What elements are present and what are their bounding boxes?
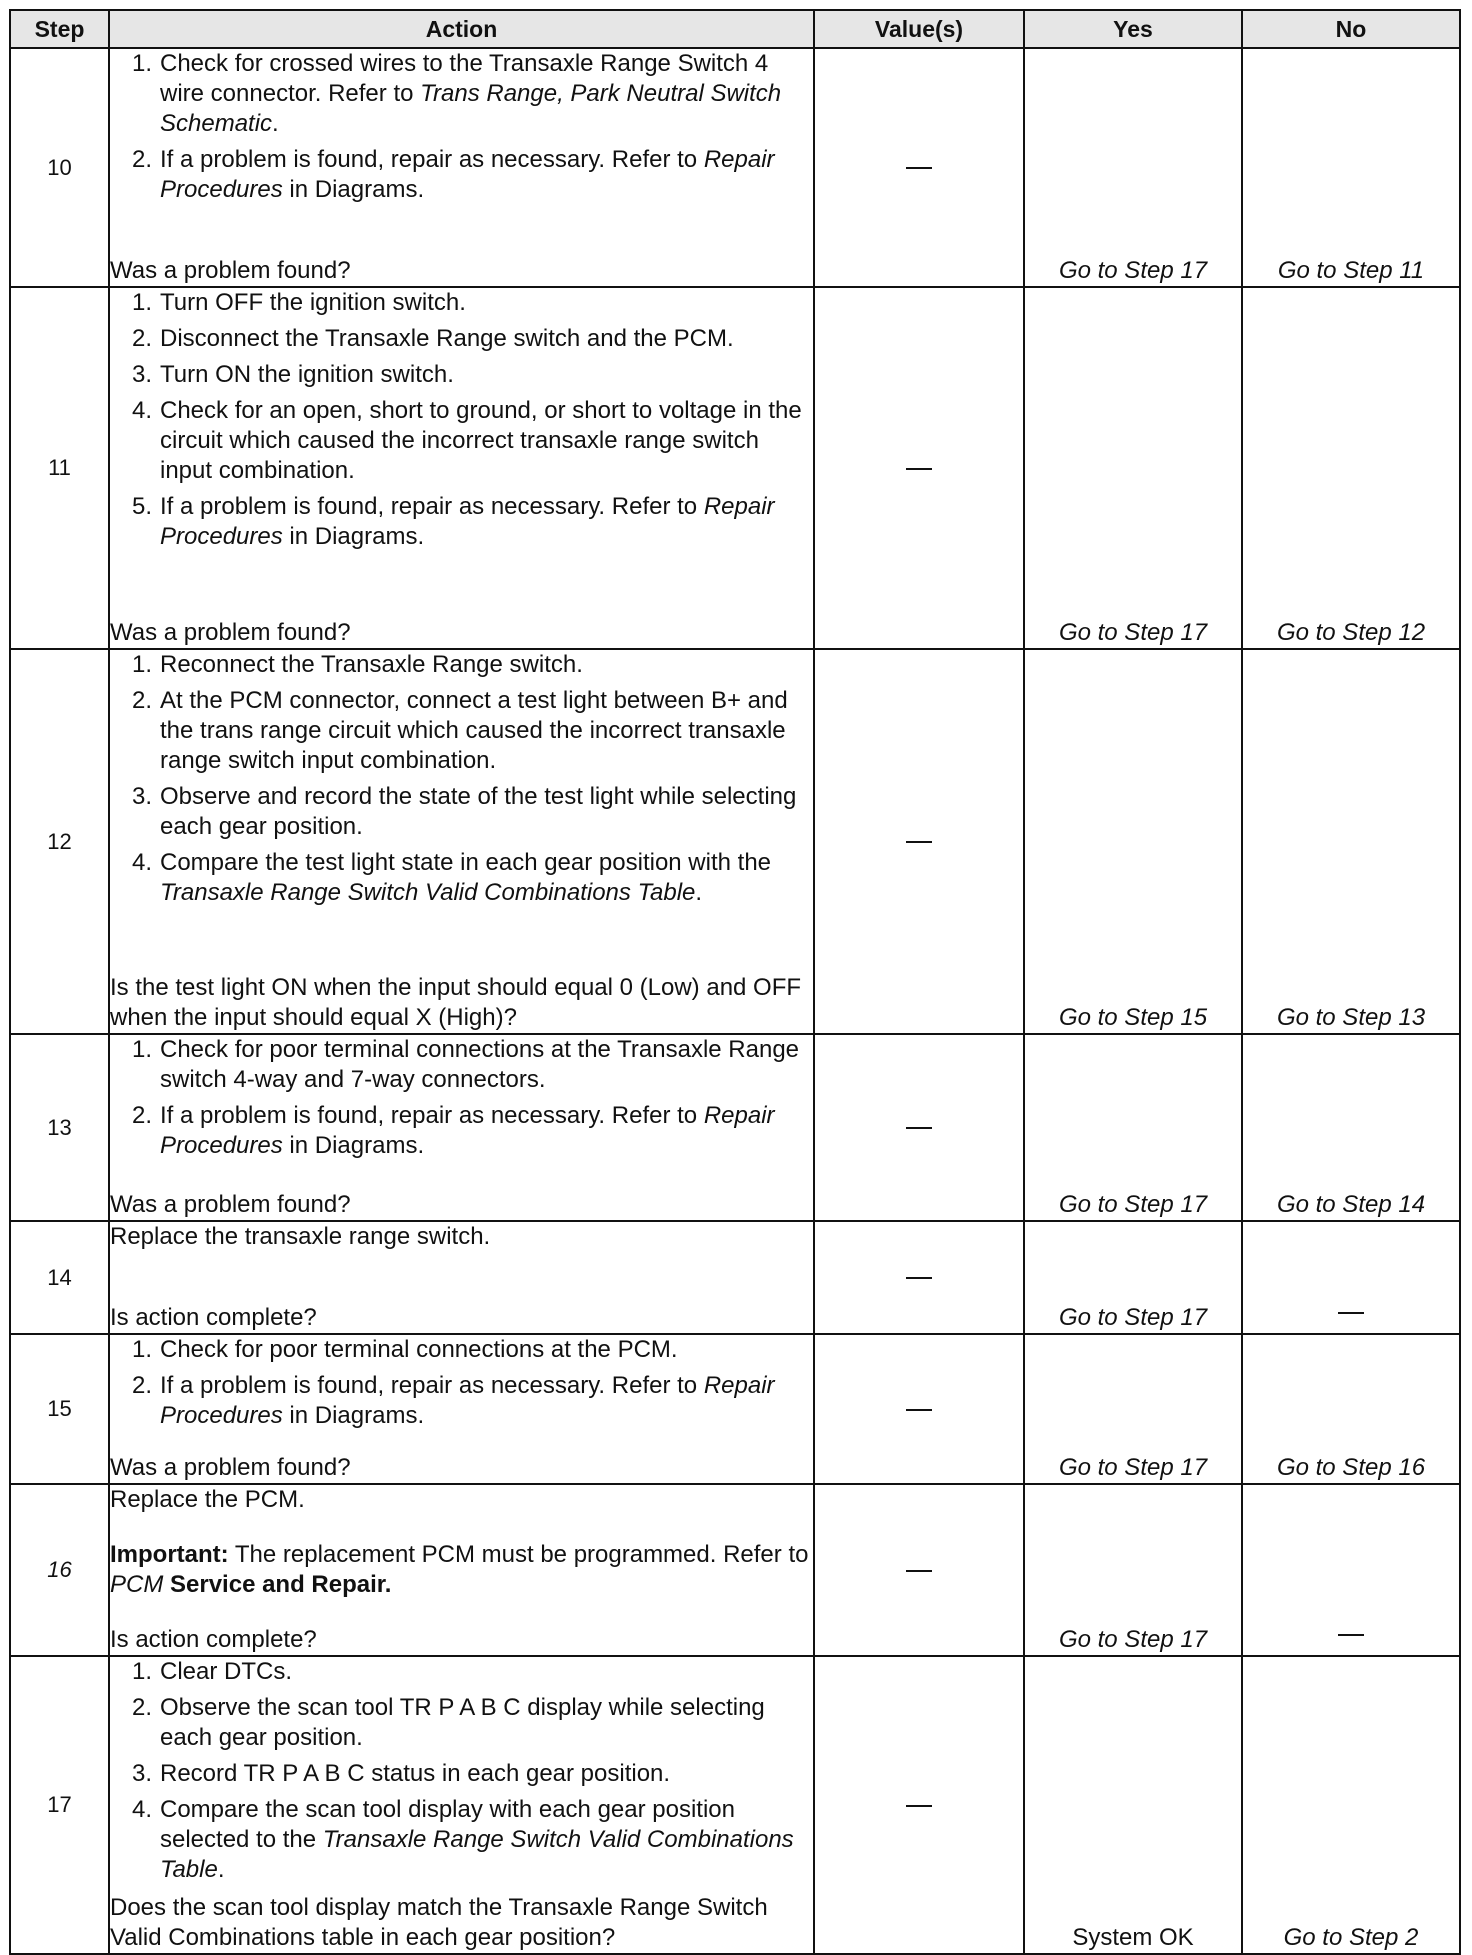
question-text: Was a problem found?: [110, 257, 351, 284]
action-cell: [109, 1334, 814, 1484]
list-item: 4. Compare the scan tool display with each gear position selected to the Transaxle Range Switch Valid Combinations Table.: [131, 1796, 794, 1883]
action-steps: [110, 288, 813, 558]
reference-link-bold: Service and Repair.: [163, 1571, 392, 1598]
reference-link: Repair Procedures: [160, 1102, 775, 1159]
step-number: 14: [10, 1221, 109, 1334]
value-cell: [814, 287, 1024, 649]
list-item: 1. Check for crossed wires to the Transaxle Range Switch 4 wire connector. Refer to Trans Range, Park Neutral Switch Schematic.: [131, 50, 782, 137]
table-row: [10, 1221, 1460, 1334]
action-cell: [109, 649, 814, 1034]
question-text: Is action complete?: [110, 1626, 317, 1653]
no-cell: [1242, 1484, 1460, 1656]
dash-mark: [906, 841, 932, 843]
action-text: Replace the PCM.: [110, 1486, 305, 1513]
step-number: 13: [10, 1034, 109, 1221]
value-cell: [814, 1334, 1024, 1484]
important-note: Important: The replacement PCM must be programmed. Refer to PCM Service and Repair.: [110, 1541, 809, 1598]
action-cell: [109, 1034, 814, 1221]
list-item: 2. At the PCM connector, connect a test light between B+ and the trans range circuit which caused the incorrect transaxle range switch input combination.: [131, 687, 788, 774]
no-cell: Go to Step 14: [1242, 1034, 1460, 1221]
value-cell: [814, 1484, 1024, 1656]
header-row: [10, 10, 1460, 48]
list-item: 1. Check for poor terminal connections at the PCM.: [131, 1336, 678, 1363]
action-steps: [110, 49, 813, 211]
value-cell: [814, 48, 1024, 287]
header-values: Value(s): [814, 10, 1024, 48]
action-steps: [110, 650, 813, 914]
dash-mark: [906, 1570, 932, 1572]
step-number: 17: [10, 1656, 109, 1954]
table-row: [10, 287, 1460, 649]
question-text: Was a problem found?: [110, 1191, 351, 1218]
reference-link: Transaxle Range Switch Valid Combinations Table: [160, 1826, 794, 1883]
no-cell: Go to Step 16: [1242, 1334, 1460, 1484]
reference-link: Repair Procedures: [160, 146, 775, 203]
value-cell: [814, 1034, 1024, 1221]
list-item: 2. If a problem is found, repair as necessary. Refer to Repair Procedures in Diagrams.: [131, 1102, 775, 1159]
table-row: [10, 1656, 1460, 1954]
table-row: [10, 649, 1460, 1034]
dash-mark: [906, 167, 932, 169]
dash-mark: [906, 1277, 932, 1279]
value-cell: [814, 1221, 1024, 1334]
yes-cell: Go to Step 17: [1024, 287, 1242, 649]
no-cell: [1242, 1221, 1460, 1334]
no-cell: Go to Step 11: [1242, 48, 1460, 287]
list-item: 3. Record TR P A B C status in each gear position.: [131, 1760, 671, 1787]
important-label: Important:: [110, 1541, 229, 1568]
reference-link: Transaxle Range Switch Valid Combinations Table: [160, 879, 696, 906]
list-item: 2. Observe the scan tool TR P A B C display while selecting each gear position.: [131, 1694, 765, 1751]
yes-cell: Go to Step 15: [1024, 649, 1242, 1034]
table-row: [10, 1484, 1460, 1656]
list-item: 2. Disconnect the Transaxle Range switch and the PCM.: [131, 325, 734, 352]
question-text: Is the test light ON when the input should equal 0 (Low) and OFF when the input should equal X (High)?: [110, 974, 802, 1031]
no-cell: Go to Step 12: [1242, 287, 1460, 649]
dash-mark: [906, 1805, 932, 1807]
action-cell: [109, 1484, 814, 1656]
dash-mark: [1338, 1312, 1364, 1314]
list-item: 2. If a problem is found, repair as necessary. Refer to Repair Procedures in Diagrams.: [131, 146, 775, 203]
header-action: Action: [109, 10, 814, 48]
header-step: Step: [10, 10, 109, 48]
value-cell: [814, 1656, 1024, 1954]
action-cell: [109, 1656, 814, 1954]
action-cell: [109, 287, 814, 649]
question-text: Was a problem found?: [110, 1454, 351, 1481]
table-row: [10, 1334, 1460, 1484]
action-steps: [110, 1035, 813, 1167]
list-item: 1. Check for poor terminal connections at the Transaxle Range switch 4-way and 7-way connectors.: [131, 1036, 800, 1093]
value-cell: [814, 649, 1024, 1034]
yes-cell: Go to Step 17: [1024, 1221, 1242, 1334]
header-yes: Yes: [1024, 10, 1242, 48]
yes-cell: System OK: [1024, 1656, 1242, 1954]
action-steps: [110, 1335, 813, 1437]
question-text: Was a problem found?: [110, 619, 351, 646]
step-number: 11: [10, 287, 109, 649]
step-number: 15: [10, 1334, 109, 1484]
table-row: [10, 1034, 1460, 1221]
diagnostic-table-page: [9, 9, 1459, 1951]
step-number: 10: [10, 48, 109, 287]
table-row: [10, 48, 1460, 287]
action-text: Replace the transaxle range switch.: [110, 1223, 491, 1250]
reference-link: Trans Range, Park Neutral Switch Schematic: [160, 80, 782, 137]
reference-link: Repair Procedures: [160, 493, 775, 550]
list-item: 4. Compare the test light state in each gear position with the Transaxle Range Switch Valid Combinations Table.: [131, 849, 772, 906]
list-item: 1. Clear DTCs.: [131, 1658, 293, 1685]
list-item: 3. Observe and record the state of the test light while selecting each gear position.: [131, 783, 797, 840]
action-steps: [110, 1657, 813, 1891]
list-item: 3. Turn ON the ignition switch.: [131, 361, 454, 388]
question-text: Is action complete?: [110, 1304, 317, 1331]
diagnostic-table: [9, 9, 1461, 1955]
yes-cell: Go to Step 17: [1024, 48, 1242, 287]
list-item: 1. Reconnect the Transaxle Range switch.: [131, 651, 583, 678]
header-no: No: [1242, 10, 1460, 48]
yes-cell: Go to Step 17: [1024, 1034, 1242, 1221]
dash-mark: [906, 468, 932, 470]
dash-mark: [906, 1127, 932, 1129]
step-number: 16: [10, 1484, 109, 1656]
dash-mark: [1338, 1634, 1364, 1636]
no-cell: Go to Step 13: [1242, 649, 1460, 1034]
reference-link: PCM: [110, 1571, 164, 1598]
no-cell: Go to Step 2: [1242, 1656, 1460, 1954]
question-text: Does the scan tool display match the Transaxle Range Switch Valid Combinations table in each gear position?: [110, 1894, 768, 1951]
step-number: 12: [10, 649, 109, 1034]
list-item: 1. Turn OFF the ignition switch.: [131, 289, 466, 316]
yes-cell: Go to Step 17: [1024, 1484, 1242, 1656]
dash-mark: [906, 1409, 932, 1411]
action-cell: [109, 48, 814, 287]
yes-cell: Go to Step 17: [1024, 1334, 1242, 1484]
list-item: 2. If a problem is found, repair as necessary. Refer to Repair Procedures in Diagrams.: [131, 1372, 775, 1429]
list-item: 4. Check for an open, short to ground, or short to voltage in the circuit which caused the incorrect transaxle range switch input combination.: [131, 397, 802, 484]
list-item: 5. If a problem is found, repair as necessary. Refer to Repair Procedures in Diagrams.: [131, 493, 775, 550]
action-cell: [109, 1221, 814, 1334]
reference-link: Repair Procedures: [160, 1372, 775, 1429]
